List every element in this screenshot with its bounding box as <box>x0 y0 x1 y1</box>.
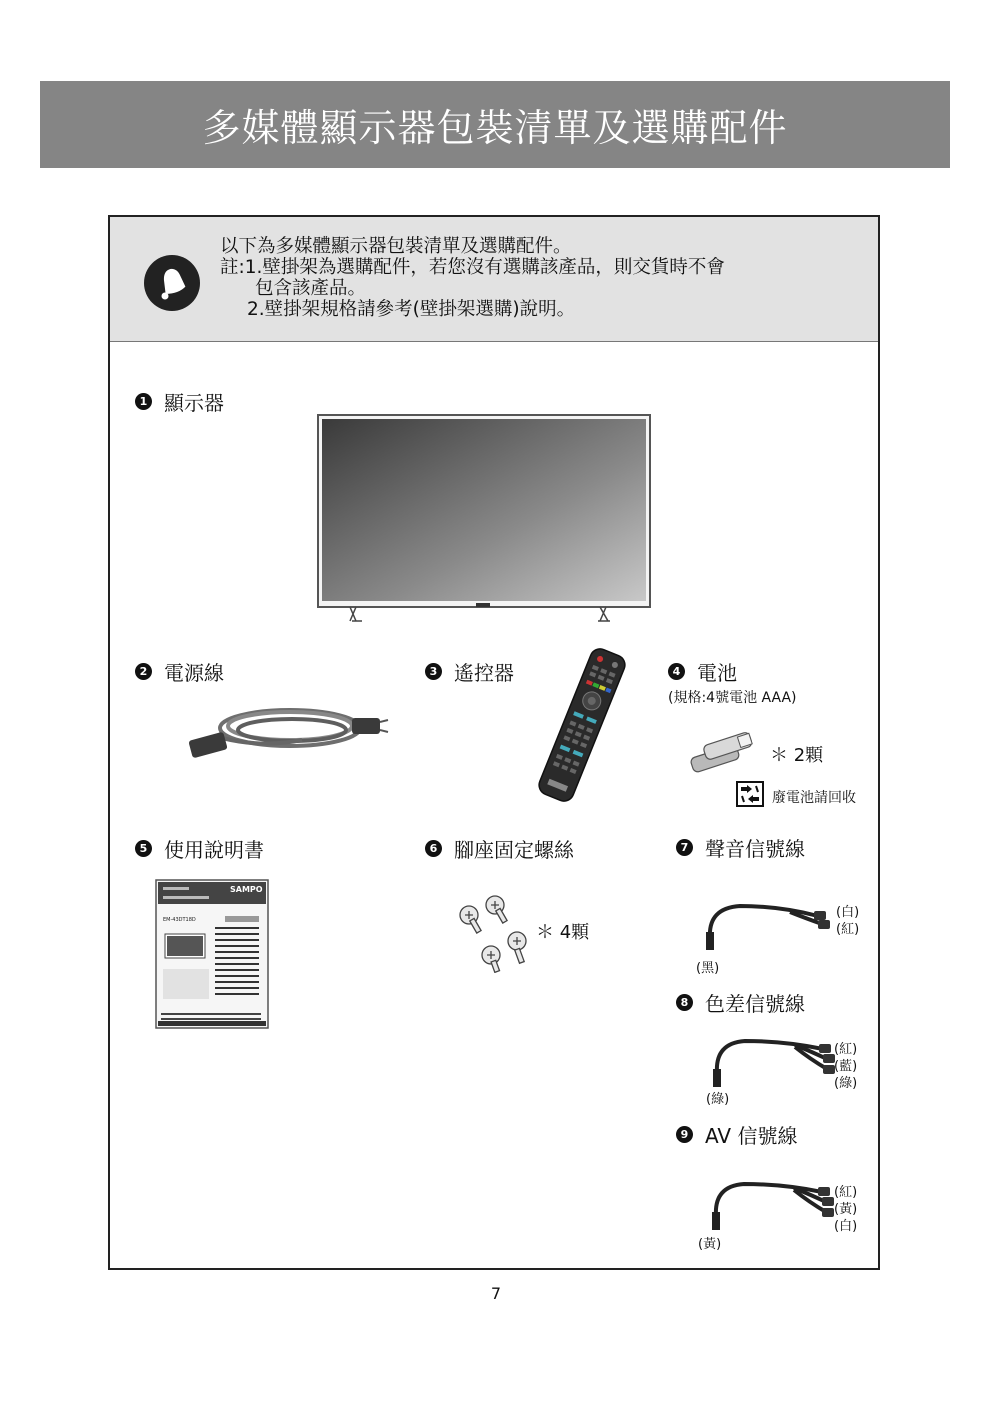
cable-tag: (白) <box>834 1219 858 1234</box>
item-av-cable-label <box>676 1120 797 1149</box>
manual-model: EM-43DT18D <box>163 917 196 923</box>
manual-image <box>155 879 269 1029</box>
item-name: 聲音信號線 <box>705 837 805 861</box>
page-title-banner <box>40 81 950 168</box>
item-screws-label <box>425 834 574 863</box>
note-line-1: 以下為多媒體顯示器包裝清單及選購配件。 <box>220 236 572 257</box>
note-box <box>110 217 878 342</box>
item-name: 電池 <box>697 661 737 685</box>
item-number: 2 <box>135 663 152 680</box>
item-name: AV 信號線 <box>705 1124 798 1148</box>
cable-tag: (白) <box>836 905 860 920</box>
note-line-3: 包含該產品。 <box>255 278 367 299</box>
battery-image <box>686 728 762 780</box>
item-name: 使用說明書 <box>164 838 264 862</box>
audio-cable-plug-tag: (黑) <box>696 961 720 976</box>
item-power-cord-label <box>135 657 224 686</box>
item-name: 顯示器 <box>164 391 224 415</box>
component-cable-image <box>705 1033 845 1093</box>
item-number: 4 <box>668 663 685 680</box>
battery-spec: (規格:4號電池 AAA) <box>668 690 797 706</box>
item-number: 3 <box>425 663 442 680</box>
item-number: 9 <box>676 1126 693 1143</box>
cable-tag: (綠) <box>834 1076 858 1091</box>
bell-icon <box>143 254 201 312</box>
item-number: 8 <box>676 994 693 1011</box>
component-cable-plug-tag: (綠) <box>706 1092 730 1107</box>
manual-brand: SAMPO <box>230 885 263 894</box>
display-image <box>316 413 652 625</box>
item-audio-cable-label <box>676 833 805 862</box>
audio-cable-image <box>700 898 840 954</box>
audio-cable-tags <box>836 904 859 938</box>
page-title: 多媒體顯示器包裝清單及選購配件 <box>202 106 788 150</box>
av-cable-plug-tag: (黃) <box>698 1237 722 1252</box>
note-text <box>220 236 725 320</box>
component-cable-tags <box>834 1041 857 1092</box>
note-line-2: 註:1.壁掛架為選購配件，若您沒有選購該產品，則交貨時不會 <box>220 257 725 278</box>
item-component-cable-label <box>676 988 805 1017</box>
cable-tag: (紅) <box>834 1185 858 1200</box>
cable-tag: (藍) <box>834 1059 858 1074</box>
page-number: 7 <box>490 1284 502 1303</box>
item-name: 遙控器 <box>454 661 514 685</box>
battery-quantity: ＊ 2顆 <box>770 745 824 766</box>
cable-tag: (紅) <box>836 922 860 937</box>
item-number: 7 <box>676 839 693 856</box>
recycle-icon <box>736 781 764 807</box>
item-name: 腳座固定螺絲 <box>454 838 574 862</box>
cable-tag: (紅) <box>834 1042 858 1057</box>
screws-image <box>455 893 535 973</box>
battery-recycle-text: 廢電池請回收 <box>772 790 856 806</box>
item-number: 1 <box>135 393 152 410</box>
item-number: 6 <box>425 840 442 857</box>
cable-tag: (黃) <box>834 1202 858 1217</box>
screws-quantity: ＊ 4顆 <box>536 922 590 943</box>
item-remote-label <box>425 657 514 686</box>
item-name: 電源線 <box>164 661 224 685</box>
remote-image <box>522 645 642 805</box>
item-name: 色差信號線 <box>705 992 805 1016</box>
item-display-label <box>135 387 224 416</box>
item-battery-label <box>668 657 737 686</box>
note-line-4: 2.壁掛架規格請參考(壁掛架選購)說明。 <box>247 299 576 320</box>
av-cable-tags <box>834 1184 857 1235</box>
item-manual-label <box>135 834 264 863</box>
power-cord-image <box>182 690 392 770</box>
av-cable-image <box>704 1176 844 1236</box>
item-number: 5 <box>135 840 152 857</box>
